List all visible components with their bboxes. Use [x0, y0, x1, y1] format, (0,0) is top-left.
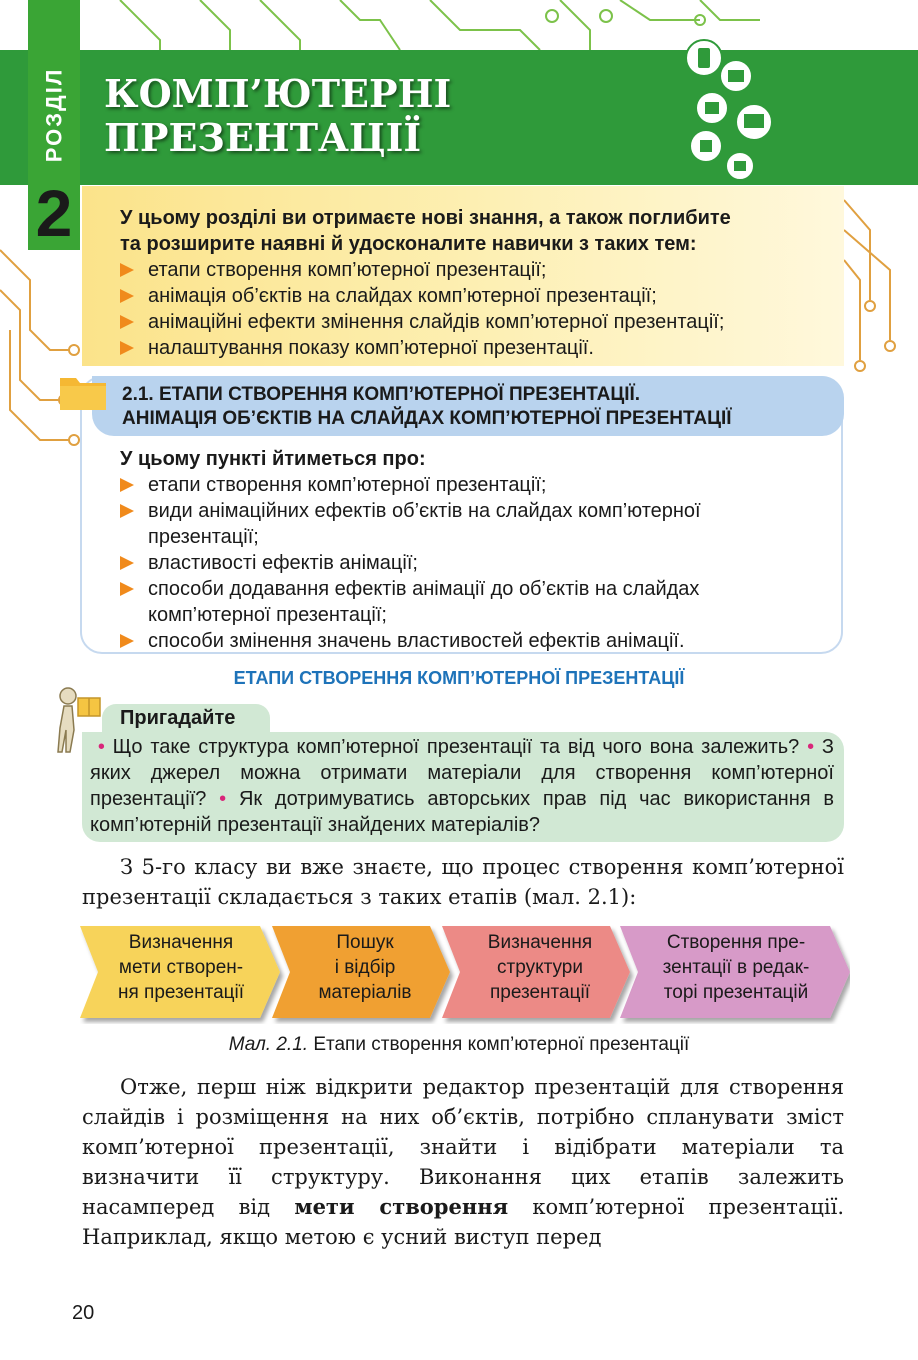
step-line: торі презентацій: [663, 982, 809, 1003]
paragraph-text: Отже, перш ніж відкрити редактор презентацій для створення слайдів і розміщення на них об’єктів, потрібно спланувати зміст комп’ютерної презентації, знайти і відібрати матеріали та визначити її структуру. Виконання цих етапів залежить насамперед від: [82, 1075, 844, 1219]
device-icons-decoration: [676, 36, 780, 186]
step-line: Пошук: [336, 932, 394, 953]
list-item-text: етапи створення комп’ютерної презентації;: [148, 259, 547, 281]
step-line: мети створен-: [118, 957, 244, 978]
process-step-1: [98, 930, 264, 1005]
bullet-arrow-icon: [120, 478, 134, 492]
list-item-text: анімаційні ефекти змінення слайдів комп’ютерної презентації;: [148, 311, 725, 333]
caption-label: Мал. 2.1.: [228, 1034, 309, 1055]
process-step-2: [290, 930, 440, 1005]
process-diagram: [80, 922, 850, 1024]
step-line: Визначення: [128, 932, 234, 953]
list-item: [120, 550, 810, 576]
list-item: [120, 498, 810, 550]
bullet-arrow-icon: [120, 341, 134, 355]
section-title-line-1: 2.1. ЕТАПИ СТВОРЕННЯ КОМП’ЮТЕРНОЇ ПРЕЗЕНТАЦІЇ.: [122, 384, 641, 405]
question-bullet: •: [219, 788, 227, 810]
bullet-arrow-icon: [120, 556, 134, 570]
paragraph-text: комп’ютерної презентації. Наприклад, якщо метою є усний виступ перед: [82, 1195, 845, 1249]
step-line: зентації в редак-: [662, 957, 810, 978]
intro-topic-list: [120, 257, 840, 361]
body-paragraph-1: З 5-го класу ви вже знаєте, що процес створення комп’ютерної презентації складається з таких етапів (мал. 2.1):: [82, 855, 844, 909]
chapter-title-line-2: ПРЕЗЕНТАЦІЇ: [104, 115, 422, 160]
intro-lead-line-2: та розширите наявні й удосконалите навички з таких тем:: [120, 233, 697, 255]
question-bullet: •: [807, 736, 815, 758]
step-line: і відбір: [334, 957, 396, 978]
section-title-line-2: АНІМАЦІЯ ОБ’ЄКТІВ НА СЛАЙДАХ КОМП’ЮТЕРНОЇ ПРЕЗЕНТАЦІЇ: [122, 408, 732, 429]
bullet-arrow-icon: [120, 315, 134, 329]
step-line: Створення пре-: [666, 932, 806, 953]
list-item: [120, 283, 840, 309]
list-item-text: способи додавання ефектів анімації до об’єктів на слайдах комп’ютерної презентації;: [148, 578, 700, 626]
bullet-arrow-icon: [120, 582, 134, 596]
folder-icon: [58, 372, 108, 412]
process-step-4: [636, 930, 836, 1005]
list-item-text: анімація об’єктів на слайдах комп’ютерної презентації;: [148, 285, 657, 307]
question-1: Що таке структура комп’ютерної презентації та від чого вона залежить?: [112, 736, 800, 758]
section-title: [122, 383, 822, 431]
list-item-text: властивості ефектів анімації;: [148, 552, 418, 574]
intro-lead-line-1: У цьому розділі ви отримаєте нові знання, а також поглибите: [120, 207, 731, 229]
subheading: ЕТАПИ СТВОРЕННЯ КОМП’ЮТЕРНОЇ ПРЕЗЕНТАЦІЇ: [233, 668, 685, 688]
remember-title: Пригадайте: [120, 707, 236, 729]
list-item: [120, 576, 810, 628]
chapter-intro: [120, 205, 840, 361]
figure-caption: [0, 1034, 918, 1056]
step-line: ня презентації: [117, 982, 245, 1003]
list-item: [120, 309, 840, 335]
caption-text: Етапи створення комп’ютерної презентації: [313, 1034, 690, 1055]
bullet-arrow-icon: [120, 263, 134, 277]
chapter-label: [28, 60, 80, 170]
remember-questions: [90, 734, 834, 838]
question-bullet: •: [97, 736, 105, 758]
list-item-text: етапи створення комп’ютерної презентації;: [148, 474, 547, 496]
section-body: [120, 446, 810, 654]
list-item: [120, 472, 810, 498]
chapter-label-text: РОЗДІЛ: [41, 67, 66, 163]
chapter-title: [104, 72, 664, 160]
bullet-arrow-icon: [120, 634, 134, 648]
bullet-arrow-icon: [120, 504, 134, 518]
section-item-list: [120, 472, 810, 654]
section-lead: У цьому пункті йтиметься про:: [120, 448, 426, 470]
step-line: Визначення: [487, 932, 593, 953]
step-line: матеріалів: [318, 982, 412, 1003]
chapter-title-line-1: КОМП’ЮТЕРНІ: [104, 71, 452, 116]
bullet-arrow-icon: [120, 289, 134, 303]
key-term: мети створення: [294, 1194, 509, 1219]
list-item-text: налаштування показу комп’ютерної презентації.: [148, 337, 594, 359]
question-2: З яких джерел можна отримати матеріали для створення комп’ютерної презентації?: [90, 736, 835, 810]
list-item: [120, 628, 810, 654]
list-item: [120, 257, 840, 283]
chapter-number: 2: [35, 176, 73, 250]
page-number: 20: [72, 1302, 95, 1324]
process-step-3: [460, 930, 620, 1005]
list-item-text: види анімаційних ефектів об’єктів на слайдах комп’ютерної презентації;: [148, 500, 701, 548]
step-line: структури: [497, 957, 583, 978]
question-3: Як дотримуватись авторських прав під час використання в комп’ютерній презентації знайдених матеріалів?: [90, 788, 834, 836]
step-line: презентації: [489, 982, 590, 1003]
list-item-text: способи змінення значень властивостей ефектів анімації.: [148, 630, 685, 652]
body-paragraph-2: [82, 1072, 844, 1252]
list-item: [120, 335, 840, 361]
